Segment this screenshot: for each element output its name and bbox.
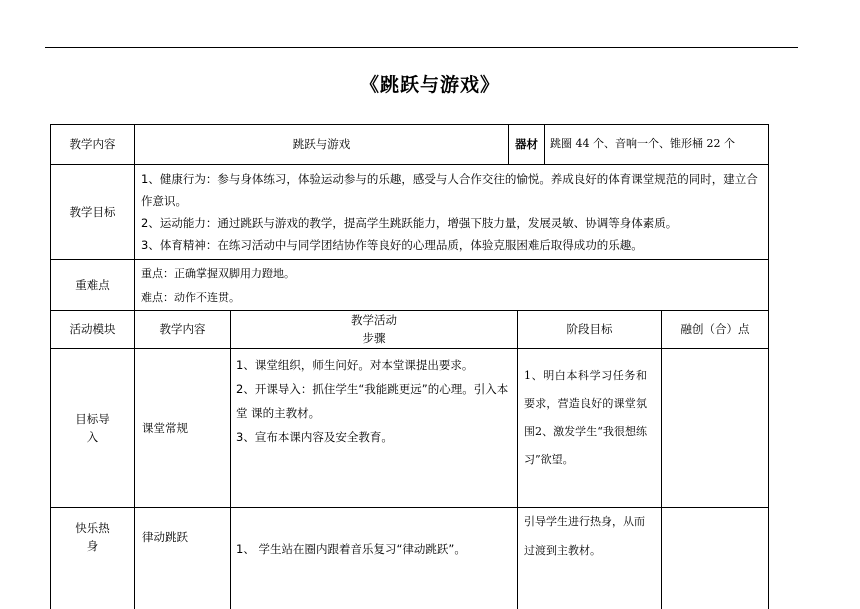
module-cell: 快乐热身 [75,521,110,553]
goals-list [135,168,768,259]
difficulty-point: 难点：动作不连贯。 [141,291,240,304]
step-item: 1、课堂组织，师生问好。对本堂课提出要求。 [236,358,474,372]
goal-line: 引导学生进行热身，从而 [524,515,645,528]
fusion-cell [662,507,768,607]
document-title: 《跳跃与游戏》 [359,74,500,96]
step-item: 1、 学生站在圈内跟着音乐复习“律动跳跃”。 [236,542,466,556]
top-rule [45,47,798,48]
header-content: 教学内容 [159,322,206,336]
content-label: 教学内容 [69,137,116,151]
steps-cell [231,540,517,564]
header-goal: 阶段目标 [566,322,613,336]
header-fusion: 融创（合）点 [680,322,750,336]
goals-label: 教学目标 [69,204,116,219]
content-value: 跳跃与游戏 [292,137,351,151]
goal-cell [518,512,661,582]
goal-item: 3、体育精神：在练习活动中与同学团结协作等良好的心理品质，体验克服困难后取得成功的乐趣。 [141,238,643,252]
fusion-cell [662,348,768,507]
content-cell: 律动跳跃 [142,530,188,544]
steps-cell [231,353,517,503]
goal-line: 过渡到主教材。 [524,544,601,557]
module-cell: 目标导入 [75,411,110,444]
key-points-label: 重难点 [75,277,110,292]
equipment-value: 跳圈 44 个、音响一个、锥形桶 22 个 [550,137,735,150]
header-steps: 教学活动步骤 [351,313,397,345]
goal-item: 2、运动能力：通过跳跃与游戏的教学，提高学生跳跃能力，增强下肢力量，发展灵敏、协调等身体素质。 [141,216,678,230]
equipment-label: 器材 [515,137,538,151]
header-module: 活动模块 [69,322,116,336]
key-point: 重点：正确掌握双脚用力蹬地。 [141,267,295,280]
key-points [135,262,768,310]
goal-cell: 1、明白本科学习任务和要求，营造良好的课堂氛围2、激发学生“我很想练习”欲望。 [524,369,647,466]
step-item: 3、宣布本课内容及安全教育。 [236,430,393,444]
step-item: 2、开课导入：抓住学生“我能跳更远”的心理。引入本堂 课的主教材。 [236,382,509,420]
content-cell: 课堂常规 [142,420,188,435]
goal-item: 1、健康行为：参与身体练习，体验运动参与的乐趣，感受与人合作交往的愉悦。养成良好的体育课堂规范的同时，建立合作意识。 [141,172,758,208]
